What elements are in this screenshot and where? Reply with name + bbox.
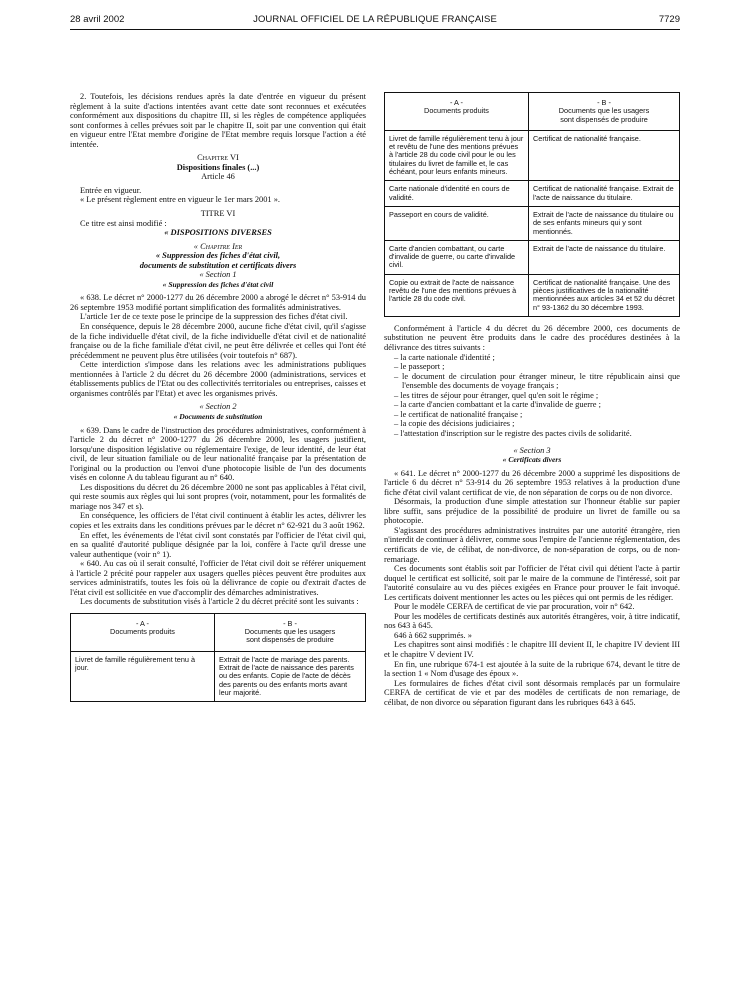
table-row [385,130,680,180]
paragraph: L'article 1er de ce texte pose le principe de la suppression des fiches d'état civil. [80,312,348,322]
paragraph: En conséquence, les officiers de l'état civil continuent à établir les actes, délivrer les copies et les extraits dans les conditions prévues par le décret n° 62-921 du 3 août 1962. [70,511,366,530]
substitution-table-left [70,613,366,702]
right-column [384,92,680,707]
chapter-heading: « Chapitre Ier [193,241,243,251]
section-heading: « Section 2 [199,402,237,412]
table-row [385,240,680,274]
paragraph: Entrée en vigueur. [80,185,142,195]
paragraph: « Le présent règlement entre en vigueur le 1er mars 2001 ». [80,195,280,205]
list-item: – la carte d'ancien combattant et la carte d'invalide de guerre ; [394,400,601,410]
paragraph: « 640. Au cas où il serait consulté, l'officier de l'état civil doit se référer uniquement à l'article 2 précité pour rappeler aux usagers quelles pièces peuvent être produites aux services administratifs, toutes les fois où la délivrance de copie ou d'extrait d'actes de l'état civil est sollicitée en vue d'accomplir des démarches administratives. [70,559,366,597]
section-title: « Suppression des fiches d'état civil [162,279,274,289]
section-heading: « DISPOSITIONS DIVERSES [164,228,272,238]
section-heading: « Section 1 [199,270,237,280]
list-item: – l'attestation d'inscription sur le registre des pactes civils de solidarité. [394,428,632,438]
chapter-title: « Suppression des fiches d'état civil, [155,251,281,261]
table-cell: Copie ou extrait de l'acte de naissance revêtu de l'une des mentions prévues à l'article 28 du code civil. [385,274,529,316]
paragraph: En fin, une rubrique 674-1 est ajoutée à la suite de la rubrique 674, devant le titre de la section 1 « Nom d'usage des époux ». [384,659,680,679]
table-row [71,651,366,701]
list-item: – les titres de séjour pour étranger, quel qu'en soit le régime ; [394,390,599,400]
paragraph: Ce titre est ainsi modifié : [80,218,167,228]
header-rule [70,29,680,30]
table-header-a: - A - Documents produits [385,93,529,131]
substitution-table-right [384,92,680,317]
section-title: « Certificats divers [502,455,562,465]
table-header-b: - B - Documents que les usagers sont dispensés de produire [215,613,366,651]
journal-title: JOURNAL OFFICIEL DE LA RÉPUBLIQUE FRANÇAISE [253,14,497,25]
table-row [385,181,680,207]
chapter-title: Dispositions finales (...) [176,162,260,172]
list-item: – le passeport ; [394,362,445,372]
title-heading: TITRE VI [200,209,236,219]
page-header [70,14,680,28]
chapter-title: documents de substitution et certificats divers [139,260,297,270]
title-list [384,353,680,439]
table-cell: Certificat de nationalité française. Une des pièces justificatives de la nationalité mentionnées aux articles 34 et 52 du décret n° 93-1362 du 30 décembre 1993. [529,274,680,316]
article-heading: Article 46 [201,172,235,182]
paragraph: Conformément à l'article 4 du décret du 26 décembre 2000, ces documents de substitution ne peuvent être produits dans le cadre des procédures destinées à la délivrance des titres suivants : [384,323,680,353]
paragraph: Les documents de substitution visés à l'article 2 du décret précité sont les suivants : [80,597,359,607]
paragraph: Les formulaires de fiches d'état civil sont désormais remplacés par un formulaire CERFA de certificat de vie et par des modèles de certificats de non remariage, de célibat, de non divorce ou séparation figurant dans les rubriques 643 à 645. [384,678,680,707]
paragraph: Les chapitres sont ainsi modifiés : le chapitre III devient II, le chapitre IV devient III et le chapitre V devient IV. [384,640,680,659]
section-heading: « Section 3 [513,445,551,455]
table-cell: Livret de famille régulièrement tenu à jour. [71,651,215,701]
table-cell: Extrait de l'acte de naissance du titulaire. [529,240,680,274]
issue-date: 28 avril 2002 [70,14,125,25]
list-item: – le document de circulation pour étranger mineur, le titre républicain ainsi que l'ensemble des documents de voyage français ; [394,371,680,391]
paragraph: Ces documents sont établis soit par l'officier de l'état civil qui détient l'acte à partir duquel le certificat est sollicité, soit par le maire de la commune de l'intéressé, soit par l'autorité consulaire au vu des pièces exigées en France pour prouver le fait invoqué. Les certificats doivent mentionner les actes ou les pièces qui ont permis de les rédiger. [384,564,680,602]
paragraph: Pour le modèle CERFA de certificat de vie par procuration, voir n° 642. [394,602,635,612]
paragraph: Les dispositions du décret du 26 décembre 2000 ne sont pas applicables à l'état civil, qui reste soumis aux règles qui lui sont propres (voir, notamment, pour les formalités de mariage nos 347 et s). [70,482,366,511]
left-column [70,92,366,702]
table-row [385,274,680,316]
table-cell: Certificat de nationalité française. [529,130,680,180]
paragraph: En conséquence, depuis le 28 décembre 2000, aucune fiche d'état civil, qu'il s'agisse de la fiche individuelle d'état civil, de la fiche individuelle d'état civil et de nationalité française ou de la fiche familiale d'état civil, ne peut être délivrée et celles qui l'ont été précédemment ne peuvent plus être utilisées (voir toutefois n° 687). [70,322,366,360]
table-cell: Extrait de l'acte de mariage des parents. Extrait de l'acte de naissance des parents ou des enfants. Copie de l'acte de décès des parents ou des enfants morts avant leur majorité. [215,651,366,701]
table-cell: Carte nationale d'identité en cours de validité. [385,181,529,207]
table-row [385,206,680,240]
table-header-a: - A - Documents produits [71,613,215,651]
table-header-b: - B - Documents que les usagers sont dispensés de produire [529,93,680,131]
list-item: – la copie des décisions judiciaires ; [394,419,515,429]
paragraph: 646 à 662 supprimés. » [394,630,472,640]
table-cell: Carte d'ancien combattant, ou carte d'invalide de guerre, ou carte d'invalide civil. [385,240,529,274]
list-item: – le certificat de nationalité française ; [394,409,523,419]
paragraph: « 638. Le décret n° 2000-1277 du 26 décembre 2000 a abrogé le décret n° 53-914 du 26 septembre 1953 modifié portant simplification des formalités administratives. [70,293,366,312]
paragraph: « 639. Dans le cadre de l'instruction des procédures administratives, conformément à l'article 2 du décret n° 2000-1277 du 26 décembre 2000, les usagers justifient, lorsqu'une disposition législative ou réglementaire l'exige, de leur identité, de leur état civil, de leur situation familiale ou de leur nationalité française par la présentation de l'original ou la production ou l'envoi d'une photocopie lisible de l'un des documents visés en colonne A du tableau figurant au n° 640. [70,425,366,483]
table-cell: Certificat de nationalité française. Extrait de l'acte de naissance du titulaire. [529,181,680,207]
paragraph: 2. Toutefois, les décisions rendues après la date d'entrée en vigueur du présent règlement à la suite d'actions intentées avant cette date sont reconnues et exécutées conformément aux dispositions du chapitre III, si les règles de compétence appliquées sont conformes à celles prévues soit par le chapitre II, soit par une convention qui était en vigueur entre l'Etat membre d'origine de l'Etat membre requis lorsque l'action a été intentée. [70,92,366,149]
paragraph: S'agissant des procédures administratives instruites par une autorité étrangère, rien n'interdit de continuer à délivrer, comme sous l'empire de l'ancienne réglementation, des certificats de vie, de célibat, de non-divorce, de non-séparation de corps, ou de non-remariage. [384,525,680,564]
section-title: « Documents de substitution [173,411,263,421]
paragraph: En effet, les événements de l'état civil sont constatés par l'officier de l'état civil qui, en sa qualité d'autorité publique désignée par la loi, confère à l'acte qu'il dresse une valeur authentique (voir n° 1). [70,530,366,559]
table-cell: Passeport en cours de validité. [385,206,529,240]
paragraph: Pour les modèles de certificats destinés aux autorités étrangères, voir, à titre indicatif, nos 643 à 645. [384,611,680,631]
paragraph: Désormais, la production d'une simple attestation sur l'honneur établie sur papier libre suffit, sans préjudice de la possibilité de produire un livret de famille ou sa photocopie. [384,497,680,526]
page-number: 7729 [658,14,680,25]
paragraph: Cette interdiction s'impose dans les relations avec les administrations publiques mentionnées à l'article 2 du décret du 26 décembre 2000 (administrations, services et établissements publics de l'Etat ou des collectivités territoriales ou entreprises, caisses et organismes contrôlés par l'Etat) et avec les organismes privés. [70,360,366,398]
chapter-heading: Chapitre VI [197,153,239,163]
list-item: – la carte nationale d'identité ; [394,352,495,362]
table-cell: Livret de famille régulièrement tenu à jour et revêtu de l'une des mentions prévues à l'article 28 du code civil pour le ou les titulaires du livret de famille et, le cas échéant, pour leurs enfants mineurs. [385,130,529,180]
table-cell: Extrait de l'acte de naissance du titulaire ou de ses enfants mineurs qui y sont mentionnés. [529,206,680,240]
paragraph: « 641. Le décret n° 2000-1277 du 26 décembre 2000 a supprimé les dispositions de l'article 6 du décret n° 53-914 du 26 septembre 1953 relatives à la production d'une fiche d'état civil valant certificat de vie, de non séparation de corps ou de non divorce. [384,468,680,497]
